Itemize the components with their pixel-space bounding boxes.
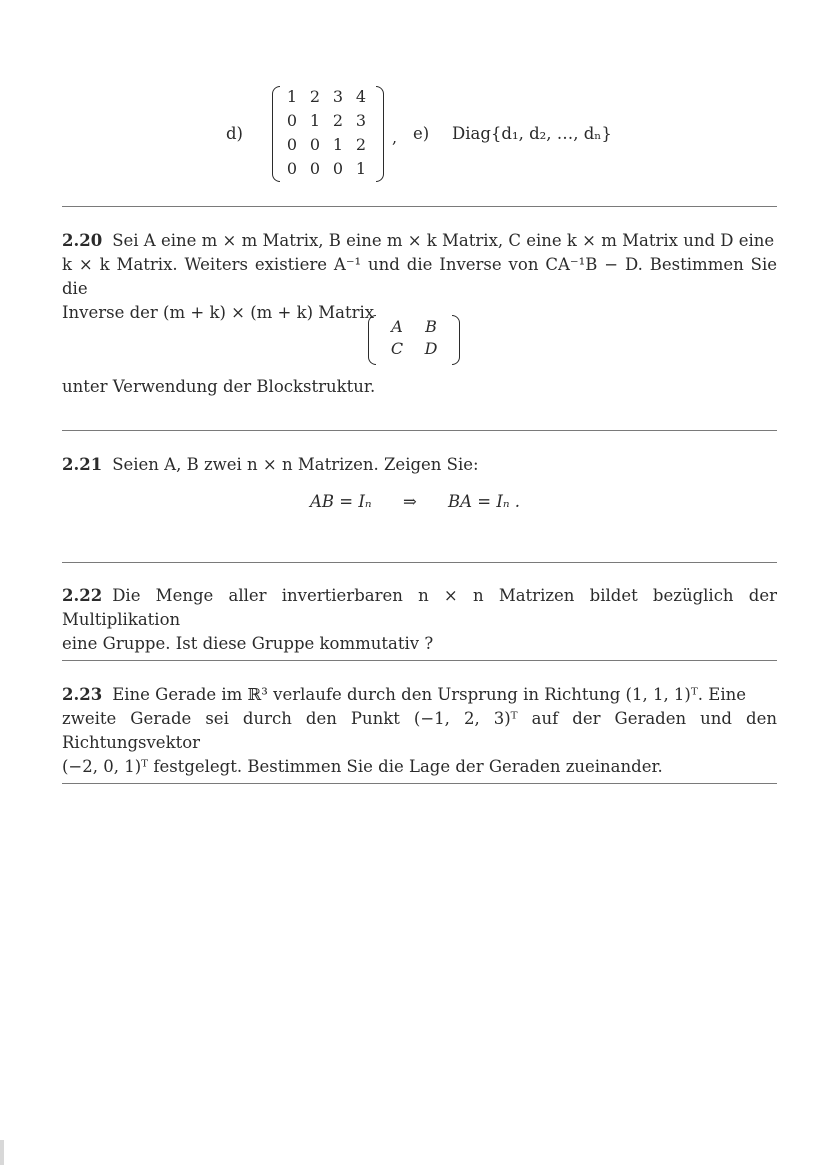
matrix-cell: 0: [286, 111, 298, 130]
matrix-cell: 0: [332, 159, 344, 178]
matrix-cell: 1: [309, 111, 321, 130]
left-bracket: [368, 315, 376, 365]
problem-2-20-after: unter Verwendung der Blockstruktur.: [62, 377, 376, 396]
problem-number: 2.20: [62, 231, 103, 250]
matrix-cell: 3: [355, 111, 367, 130]
problem-2-20-line3: Inverse der (m + k) × (m + k) Matrix: [62, 303, 375, 322]
implies-arrow: ⇒: [403, 492, 417, 511]
item-e-label: e): [413, 124, 430, 143]
matrix-comma: ,: [392, 128, 398, 147]
divider: [62, 783, 777, 784]
problem-2-22-line1: [62, 584, 777, 632]
problem-2-20: [62, 229, 777, 325]
divider: [62, 660, 777, 661]
problem-2-23-line2: zweite Gerade sei durch den Punkt (−1, 2, 3)ᵀ auf der Geraden und den Richtungsvektor: [62, 709, 777, 752]
matrix-cell: 2: [309, 87, 321, 106]
problem-2-23: [62, 683, 777, 779]
block-cell: C: [390, 339, 404, 358]
item-d-label: d): [226, 124, 243, 143]
problem-2-20-line2: k × k Matrix. Weiters existiere A⁻¹ und die Inverse von CA⁻¹B − D. Bestimmen Sie die: [62, 255, 777, 298]
problem-number: 2.23: [62, 685, 103, 704]
item-e-expression: Diag{d₁, d₂, …, dₙ}: [452, 124, 612, 143]
right-bracket: [452, 315, 460, 365]
matrix-cell: 2: [355, 135, 367, 154]
matrix-cell: 0: [286, 159, 298, 178]
matrix-cell: 4: [355, 87, 367, 106]
problem-2-21: [62, 455, 479, 474]
matrix-d: [272, 86, 384, 182]
divider: [62, 206, 777, 207]
formula-left: AB = Iₙ: [310, 492, 372, 511]
problem-2-22: [62, 584, 777, 656]
block-cell: B: [425, 317, 437, 336]
matrix-cell: 2: [332, 111, 344, 130]
matrix-cell: 1: [332, 135, 344, 154]
problem-text: Sei A eine m × m Matrix, B eine m × k Matrix, C eine k × m Matrix und D eine: [112, 231, 775, 250]
problem-2-20-line1: [62, 229, 777, 253]
problem-number: 2.21: [62, 455, 103, 474]
divider: [62, 430, 777, 431]
problem-text: Seien A, B zwei n × n Matrizen. Zeigen Sie:: [112, 455, 479, 474]
problem-text: Eine Gerade im ℝ³ verlaufe durch den Ursprung in Richtung (1, 1, 1)ᵀ. Eine: [112, 685, 747, 704]
right-bracket: [376, 86, 384, 182]
problem-number: 2.22: [62, 586, 103, 605]
matrix-cell: 1: [286, 87, 298, 106]
matrix-cell: 0: [286, 135, 298, 154]
matrix-cell: 1: [355, 159, 367, 178]
problem-2-23-line1: [62, 683, 777, 707]
left-bracket: [272, 86, 280, 182]
problem-2-22-line2: eine Gruppe. Ist diese Gruppe kommutativ ?: [62, 634, 434, 653]
matrix-cell: 3: [332, 87, 344, 106]
divider: [62, 562, 777, 563]
scan-edge-mark: [0, 1140, 4, 1165]
block-cell: D: [424, 339, 438, 358]
matrix-cell: 0: [309, 135, 321, 154]
formula-right: BA = Iₙ .: [448, 492, 521, 511]
problem-2-23-line3: (−2, 0, 1)ᵀ festgelegt. Bestimmen Sie die Lage der Geraden zueinander.: [62, 757, 663, 776]
block-cell: A: [391, 317, 403, 336]
block-matrix: [368, 315, 460, 365]
matrix-cell: 0: [309, 159, 321, 178]
problem-text: Die Menge aller invertierbaren n × n Matrizen bildet bezüglich der Multiplikation: [62, 586, 777, 629]
